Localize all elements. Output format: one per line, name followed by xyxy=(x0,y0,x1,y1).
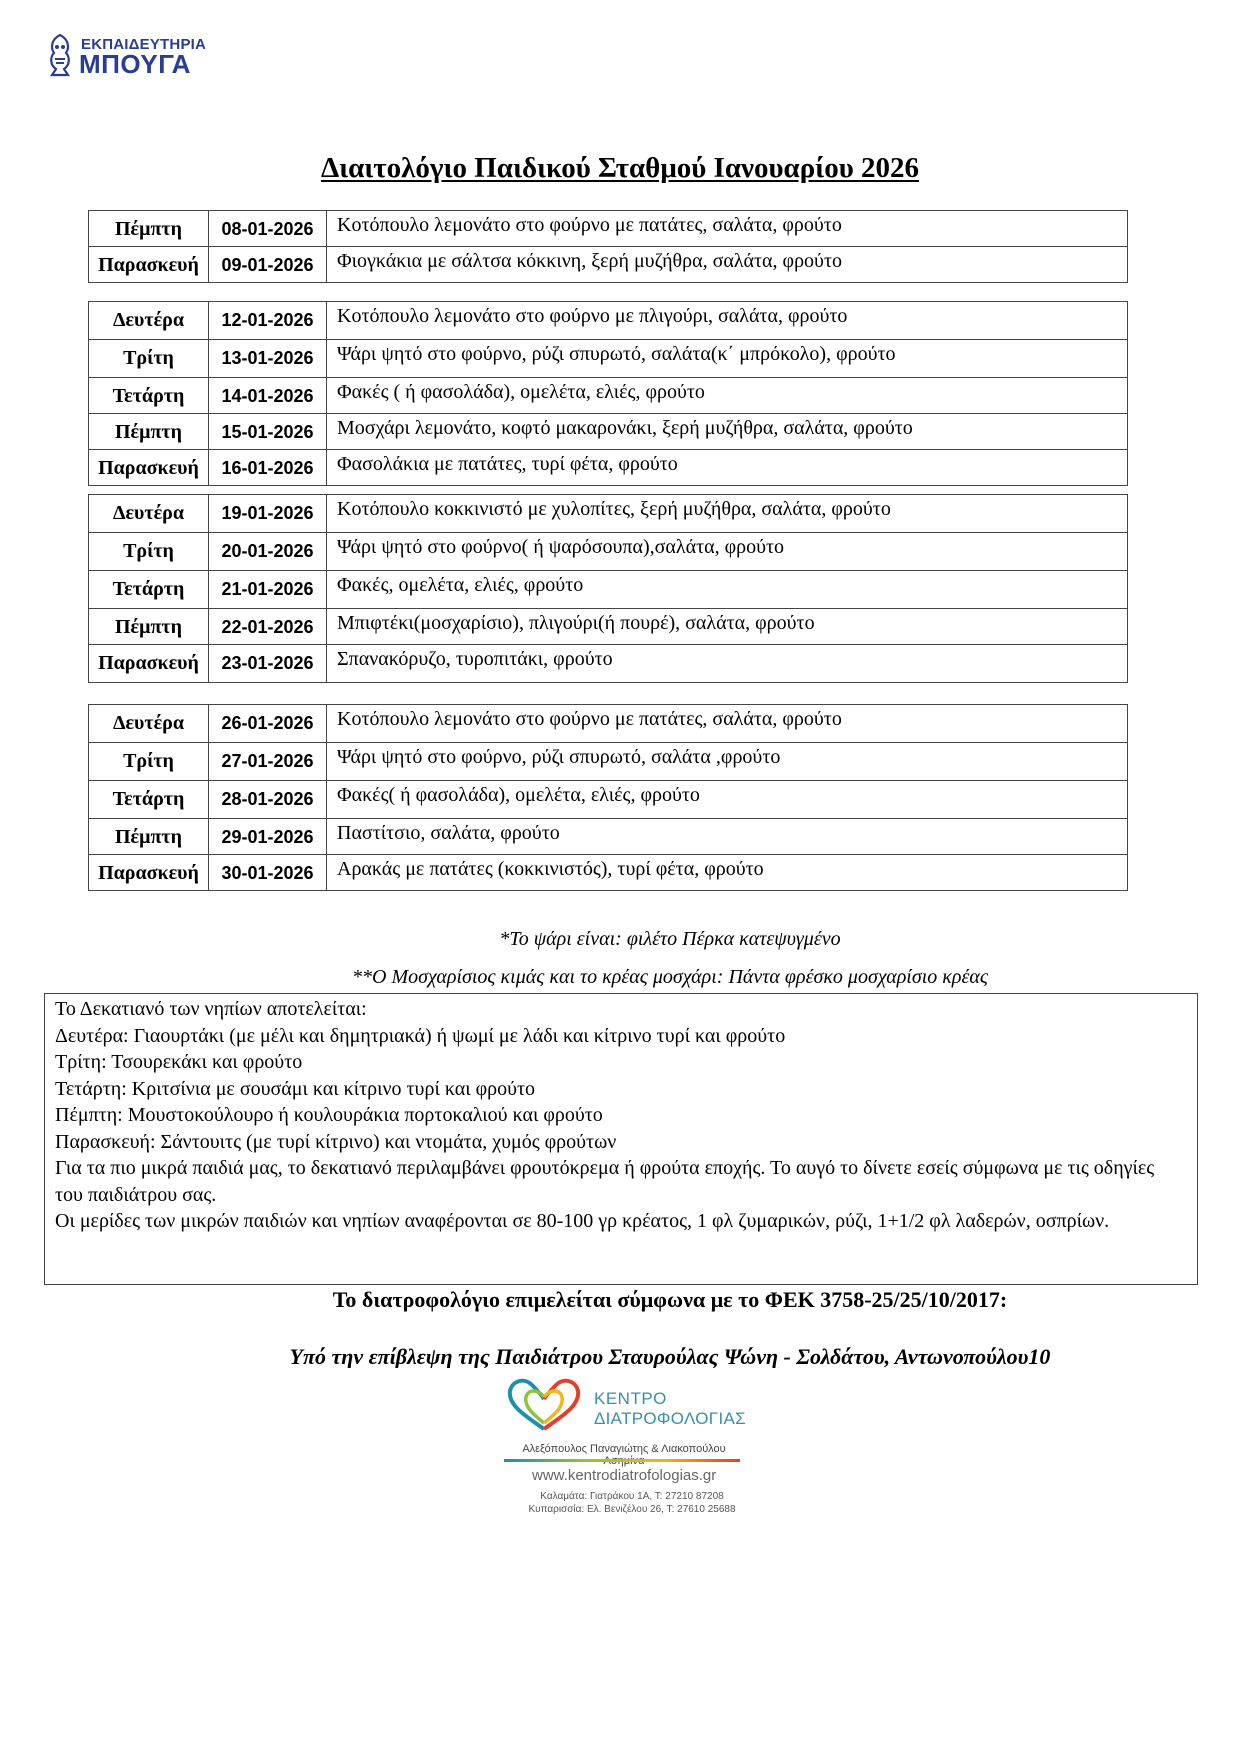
meal-cell: Παστίτσιο, σαλάτα, φρούτο xyxy=(327,819,1128,855)
date-cell: 29-01-2026 xyxy=(209,819,327,855)
snack-line: Τετάρτη: Κριτσίνια με σουσάμι και κίτρινο τυρί και φρούτο xyxy=(55,1077,536,1100)
meal-cell: Κοτόπουλο κοκκινιστό με χυλοπίτες, ξερή μυζήθρα, σαλάτα, φρούτο xyxy=(327,495,1128,533)
day-cell: Δευτέρα xyxy=(89,705,209,743)
table-row xyxy=(89,247,1128,283)
table-row xyxy=(89,819,1128,855)
date-cell: 23-01-2026 xyxy=(209,645,327,683)
table-row xyxy=(89,450,1128,486)
menu-table-week-2 xyxy=(88,301,1128,486)
snack-line: Για τα πιο μικρά παιδιά μας, το δεκατιανό περιλαμβάνει φρουτόκρεμα ή φρούτα εποχής. Το αυγό το δίνετε εσείς σύμφωνα με τις οδηγίες του παιδιάτρου σας. xyxy=(55,1157,1155,1206)
decree-text: Το διατροφολόγιο επιμελείται σύμφωνα με το ΦΕΚ 3758-25/25/10/2017: xyxy=(332,1287,1008,1312)
table-row xyxy=(89,302,1128,340)
day-cell: Τετάρτη xyxy=(89,378,209,414)
table-row xyxy=(89,781,1128,819)
meal-cell: Φακές( ή φασολάδα), ομελέτα, ελιές, φρούτο xyxy=(327,781,1128,819)
meal-cell: Φακές, ομελέτα, ελιές, φρούτο xyxy=(327,571,1128,609)
day-cell: Πέμπτη xyxy=(89,819,209,855)
page-title xyxy=(0,152,1240,185)
meal-cell: Φασολάκια με πατάτες, τυρί φέτα, φρούτο xyxy=(327,450,1128,486)
date-cell: 30-01-2026 xyxy=(209,855,327,891)
table-row xyxy=(89,414,1128,450)
day-cell: Δευτέρα xyxy=(89,302,209,340)
table-row xyxy=(89,211,1128,247)
day-cell: Πέμπτη xyxy=(89,609,209,645)
hearts-logo-icon xyxy=(504,1375,584,1435)
day-cell: Τετάρτη xyxy=(89,781,209,819)
center-address-1: Καλαμάτα: Γιατράκου 1Α, Τ: 27210 87208 xyxy=(540,1491,724,1502)
meal-cell: Φακές ( ή φασολάδα), ομελέτα, ελιές, φρούτο xyxy=(327,378,1128,414)
date-cell: 16-01-2026 xyxy=(209,450,327,486)
date-cell: 19-01-2026 xyxy=(209,495,327,533)
date-cell: 14-01-2026 xyxy=(209,378,327,414)
day-cell: Παρασκευή xyxy=(89,855,209,891)
table-row xyxy=(89,533,1128,571)
fish-note: *Το ψάρι είναι: φιλέτο Πέρκα κατεψυγμένο xyxy=(499,928,841,950)
meal-cell: Ψάρι ψητό στο φούρνο, ρύζι σπυρωτό, σαλάτα(κ΄ μπρόκολο), φρούτο xyxy=(327,340,1128,378)
school-emblem-icon xyxy=(46,33,74,77)
meal-cell: Ψάρι ψητό στο φούρνο, ρύζι σπυρωτό, σαλάτα ,φρούτο xyxy=(327,743,1128,781)
table-row xyxy=(89,378,1128,414)
table-row xyxy=(89,743,1128,781)
center-address-2: Κυπαρισσία: Ελ. Βενιζέλου 26, Τ: 27610 25688 xyxy=(528,1504,736,1515)
meal-cell: Μπιφτέκι(μοσχαρίσιο), πλιγούρι(ή πουρέ), σαλάτα, φρούτο xyxy=(327,609,1128,645)
table-row xyxy=(89,855,1128,891)
table-row xyxy=(89,705,1128,743)
menu-table-week-1 xyxy=(88,210,1128,283)
color-divider xyxy=(504,1459,740,1462)
day-cell: Πέμπτη xyxy=(89,414,209,450)
date-cell: 12-01-2026 xyxy=(209,302,327,340)
beef-note: **Ο Μοσχαρίσιος κιμάς και το κρέας μοσχάρι: Πάντα φρέσκο μοσχαρίσιο κρέας xyxy=(352,966,988,988)
meal-cell: Κοτόπουλο λεμονάτο στο φούρνο με πλιγούρι, σαλάτα, φρούτο xyxy=(327,302,1128,340)
snack-info-box xyxy=(44,993,1198,1285)
date-cell: 09-01-2026 xyxy=(209,247,327,283)
date-cell: 20-01-2026 xyxy=(209,533,327,571)
center-people: Αλεξόπουλος Παναγιώτης & Λιακοπούλου xyxy=(522,1443,726,1455)
snack-line: Οι μερίδες των μικρών παιδιών και νηπίων αναφέρονται σε 80-100 γρ κρέατος, 1 φλ ζυμαρικών, ρύζι, 1+1/2 φλ λαδερών, οσπρίων. xyxy=(55,1210,1110,1232)
table-row xyxy=(89,645,1128,683)
meal-cell: Σπανακόρυζο, τυροπιτάκι, φρούτο xyxy=(327,645,1128,683)
day-cell: Δευτέρα xyxy=(89,495,209,533)
day-cell: Τετάρτη xyxy=(89,571,209,609)
snack-heading: Το Δεκατιανό των νηπίων αποτελείται: xyxy=(55,998,367,1020)
day-cell: Παρασκευή xyxy=(89,645,209,683)
center-name-line1: ΚΕΝΤΡΟ xyxy=(594,1389,667,1408)
table-row xyxy=(89,340,1128,378)
snack-line: Παρασκευή: Σάντουιτς (με τυρί κίτρινο) και ντομάτα, χυμός φρούτων xyxy=(55,1130,617,1153)
date-cell: 15-01-2026 xyxy=(209,414,327,450)
school-logo xyxy=(46,33,226,79)
date-cell: 28-01-2026 xyxy=(209,781,327,819)
meal-cell: Ψάρι ψητό στο φούρνο( ή ψαρόσουπα),σαλάτα, φρούτο xyxy=(327,533,1128,571)
day-cell: Παρασκευή xyxy=(89,247,209,283)
meal-cell: Φιογκάκια με σάλτσα κόκκινη, ξερή μυζήθρα, σαλάτα, φρούτο xyxy=(327,247,1128,283)
meal-cell: Μοσχάρι λεμονάτο, κοφτό μακαρονάκι, ξερή μυζήθρα, σαλάτα, φρούτο xyxy=(327,414,1128,450)
center-name-line2: ΔΙΑΤΡΟΦΟΛΟΓΙΑΣ xyxy=(594,1409,746,1428)
meal-cell: Κοτόπουλο λεμονάτο στο φούρνο με πατάτες, σαλάτα, φρούτο xyxy=(327,705,1128,743)
day-cell: Τρίτη xyxy=(89,533,209,571)
table-row xyxy=(89,495,1128,533)
date-cell: 21-01-2026 xyxy=(209,571,327,609)
center-website: www.kentrodiatrofologias.gr xyxy=(532,1467,717,1484)
day-cell: Τρίτη xyxy=(89,340,209,378)
logo-line2: ΜΠΟΥΓΑ xyxy=(79,49,191,79)
snack-line: Τρίτη: Τσουρεκάκι και φρούτο xyxy=(55,1051,303,1073)
meal-cell: Αρακάς με πατάτες (κοκκινιστός), τυρί φέτα, φρούτο xyxy=(327,855,1128,891)
menu-table-week-3 xyxy=(88,494,1128,683)
page-title-text: Διαιτολόγιο Παιδικού Σταθμού Ιανουαρίου 2026 xyxy=(320,152,920,184)
date-cell: 27-01-2026 xyxy=(209,743,327,781)
snack-line: Πέμπτη: Μουστοκούλουρο ή κουλουράκια πορτοκαλιού και φρούτο xyxy=(55,1104,603,1126)
snack-line: Δευτέρα: Γιαουρτάκι (με μέλι και δημητριακά) ή ψωμί με λάδι και κίτρινο τυρί και φρούτο xyxy=(55,1024,786,1047)
supervision-text: Υπό την επίβλεψη της Παιδιάτρου Σταυρούλας Ψώνη - Σολδάτου, Αντωνοπούλου10 xyxy=(289,1344,1051,1368)
menu-table-week-4 xyxy=(88,704,1128,891)
meal-cell: Κοτόπουλο λεμονάτο στο φούρνο με πατάτες, σαλάτα, φρούτο xyxy=(327,211,1128,247)
logo-line1: ΕΚΠΑΙΔΕΥΤΗΡΙΑ xyxy=(81,36,207,53)
day-cell: Πέμπτη xyxy=(89,211,209,247)
date-cell: 22-01-2026 xyxy=(209,609,327,645)
table-row xyxy=(89,571,1128,609)
table-row xyxy=(89,609,1128,645)
day-cell: Παρασκευή xyxy=(89,450,209,486)
date-cell: 08-01-2026 xyxy=(209,211,327,247)
nutrition-center-logo xyxy=(504,1375,744,1515)
date-cell: 26-01-2026 xyxy=(209,705,327,743)
day-cell: Τρίτη xyxy=(89,743,209,781)
date-cell: 13-01-2026 xyxy=(209,340,327,378)
